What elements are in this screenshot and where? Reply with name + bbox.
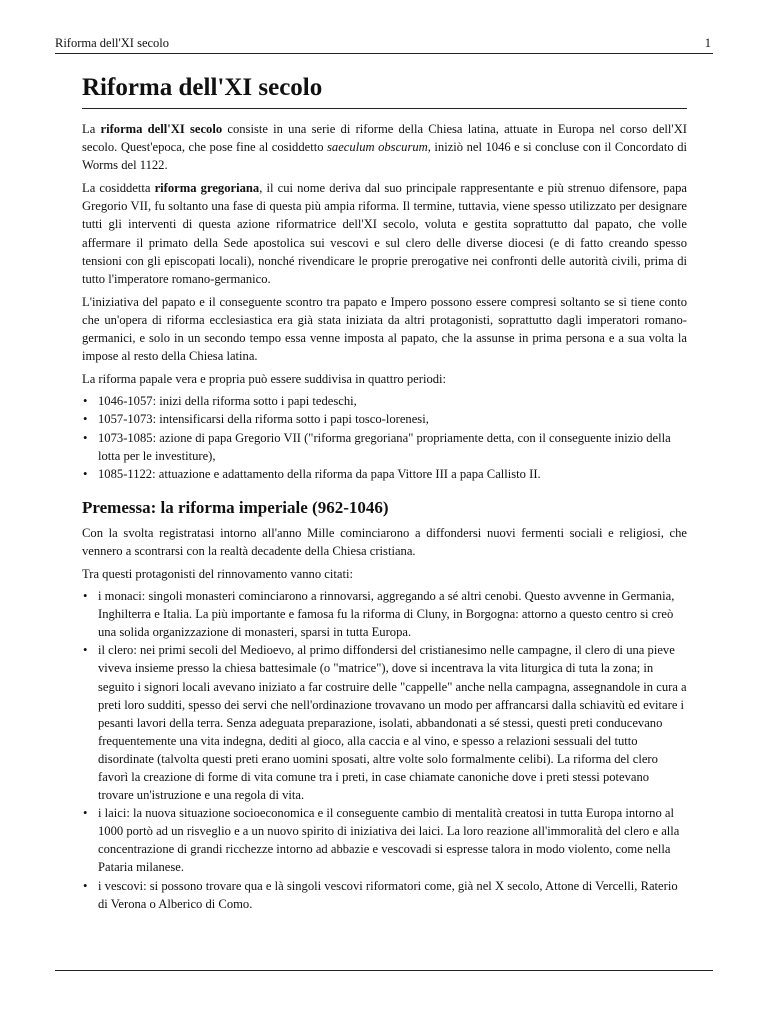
section-paragraph: Con la svolta registratasi intorno all'anno Mille cominciarono a diffondersi nuovi fermenti sociali e religiosi, che vennero a scontrarsi con la realtà decadente della Chiesa cristiana. (82, 525, 687, 558)
gregorian-text-a: La cosiddetta (82, 181, 155, 196)
protagonists-intro: Tra questi protagonisti del rinnovamento vanno citati: (82, 566, 353, 581)
intro-term-italic: saeculum obscurum (327, 140, 428, 155)
bullet-icon: • (83, 806, 88, 821)
gregorian-text-b: , il cui nome deriva dal suo principale rappresentante e più strenuo difensore, papa Gregorio VII, fu soltanto una fase di questa più ampia riforma. Il termine, tuttavia, viene spesso utilizzato per designare tutti gli interventi di questa azione riformatrice dell'XI secolo, voluta e gestita soprattutto dal papato, che volle affermare il primato della Sede apostolica sui vescovi e sul clero delle diverse diocesi (e di fatto creando spesso tensioni con gli episcopati locali), nonché rivendicare le proprie prerogative nei confronti delle autorità civili, prima di tutto l'imperatore romano-germanico. (82, 181, 687, 286)
list-item: • 1073-1085: azione di papa Gregorio VII ("riforma gregoriana" propriamente detta, con il conseguente inizio della lotta per le investiture), (83, 430, 671, 463)
running-title: Riforma dell'XI secolo (55, 36, 170, 50)
gregorian-paragraph (82, 179, 687, 288)
page-number: 1 (704, 36, 711, 50)
papacy-paragraph: L'iniziativa del papato e il conseguente scontro tra papato e Impero possono essere compresi soltanto se si tiene conto che un'opera di riforma ecclesiastica era già stata iniziata da altri protagonisti, soprattutto dagli imperatori romano-germanici, e solo in un secondo tempo essa venne imposta al papato, che la assunse in prima persona e a sua volta la impose al resto della Chiesa latina. (82, 294, 687, 364)
bullet-icon: • (83, 643, 88, 658)
bullet-icon: • (83, 466, 88, 481)
footer-rule (55, 970, 713, 971)
bullet-icon: • (83, 412, 88, 427)
intro-text-a: La (82, 122, 101, 136)
intro-text-b: consiste in una serie di riforme della Chiesa latina, attuate in Europa nel corso dell'XI secolo. Quest'epoca, che pose fine al cosiddetto (82, 122, 687, 155)
intro-paragraph (82, 120, 687, 174)
intro-text-c: , iniziò nel 1046 e si concluse con il Concordato di Worms del 1122. (82, 140, 687, 173)
list-item: • 1046-1057: inizi della riforma sotto i papi tedeschi, (82, 392, 687, 410)
intro-term-bold: riforma dell'XI secolo (100, 122, 223, 136)
gregorian-term-bold: riforma gregoriana (154, 181, 260, 196)
running-header (55, 36, 713, 54)
list-item: • 1085-1122: attuazione e adattamento della riforma da papa Vittore III a papa Callisto II. (82, 465, 687, 483)
bullet-icon: • (83, 589, 88, 604)
list-item: • i laici: la nuova situazione socioeconomica e il conseguente cambio di mentalità creatosi in tutta Europa intorno al 1000 portò ad un risveglio e a un nuovo spirito di iniziativa dei laici. La loro reazione all'immoralità del clero e alla concentrazione di grandi ricchezze intorno ad abbazie e vescovadi si espresse talora in modo violento, come nella Pataria milanese. (83, 806, 680, 875)
list-item: • 1057-1073: intensificarsi della riforma sotto i papi tosco-lorenesi, (82, 410, 687, 428)
list-item: • il clero: nei primi secoli del Medioevo, al primo diffondersi del cristianesimo nelle campagne, il clero di una pieve viveva insieme presso la chiesa battesimale (o "matrice"), dove si incentrava la vita liturgica di tuta la zona; in seguito i signori locali avevano iniziato a far costruire delle "cappelle" anche nella campagna, assegnandole in cura a preti loro sudditi, spesso dei servi che nell'ordinazione trovavano un modo per affrancarsi dalla schiavitù ed evitare i pesanti lavori della terra. Senza adeguata preparazione, isolati, abbandonati a sé stessi, questi preti conducevano frequentemente una vita indegna, dediti al gioco, alla caccia e al vino, e spesso a relazioni sessuali del tutto disordinate (talvolta questi preti erano uomini sposati, altre volte solo formalmente celibi). La riforma del clero favorì la creazione di forme di vita comune tra i preti, in case chiamate canoniche dove i preti stessi potevano trovare un'istruzione e una regola di vita. (83, 643, 687, 803)
article-body (82, 72, 687, 913)
page-title: Riforma dell'XI secolo (82, 72, 687, 109)
protagonists-list (82, 587, 687, 913)
list-item: • i monaci: singoli monasteri cominciarono a rinnovarsi, aggregando a sé altri cenobi. Questo avvenne in Germania, Inghilterra e Italia. La più importante e famosa fu la riforma di Cluny, in Borgogna: attorno a questo centro si creò una solida organizzazione di monasteri, sparsi in tutta Europa. (83, 589, 675, 640)
periods-intro: La riforma papale vera e propria può essere suddivisa in quattro periodi: (82, 372, 447, 387)
bullet-icon: • (83, 394, 88, 409)
periods-list (82, 392, 687, 482)
bullet-icon: • (83, 878, 88, 893)
section-heading: Premessa: la riforma imperiale (962-1046) (82, 497, 389, 517)
list-item: • i vescovi: si possono trovare qua e là singoli vescovi riformatori come, già nel X secolo, Attone di Vercelli, Raterio di Verona o Alberico di Como. (83, 878, 678, 911)
bullet-icon: • (83, 430, 88, 445)
